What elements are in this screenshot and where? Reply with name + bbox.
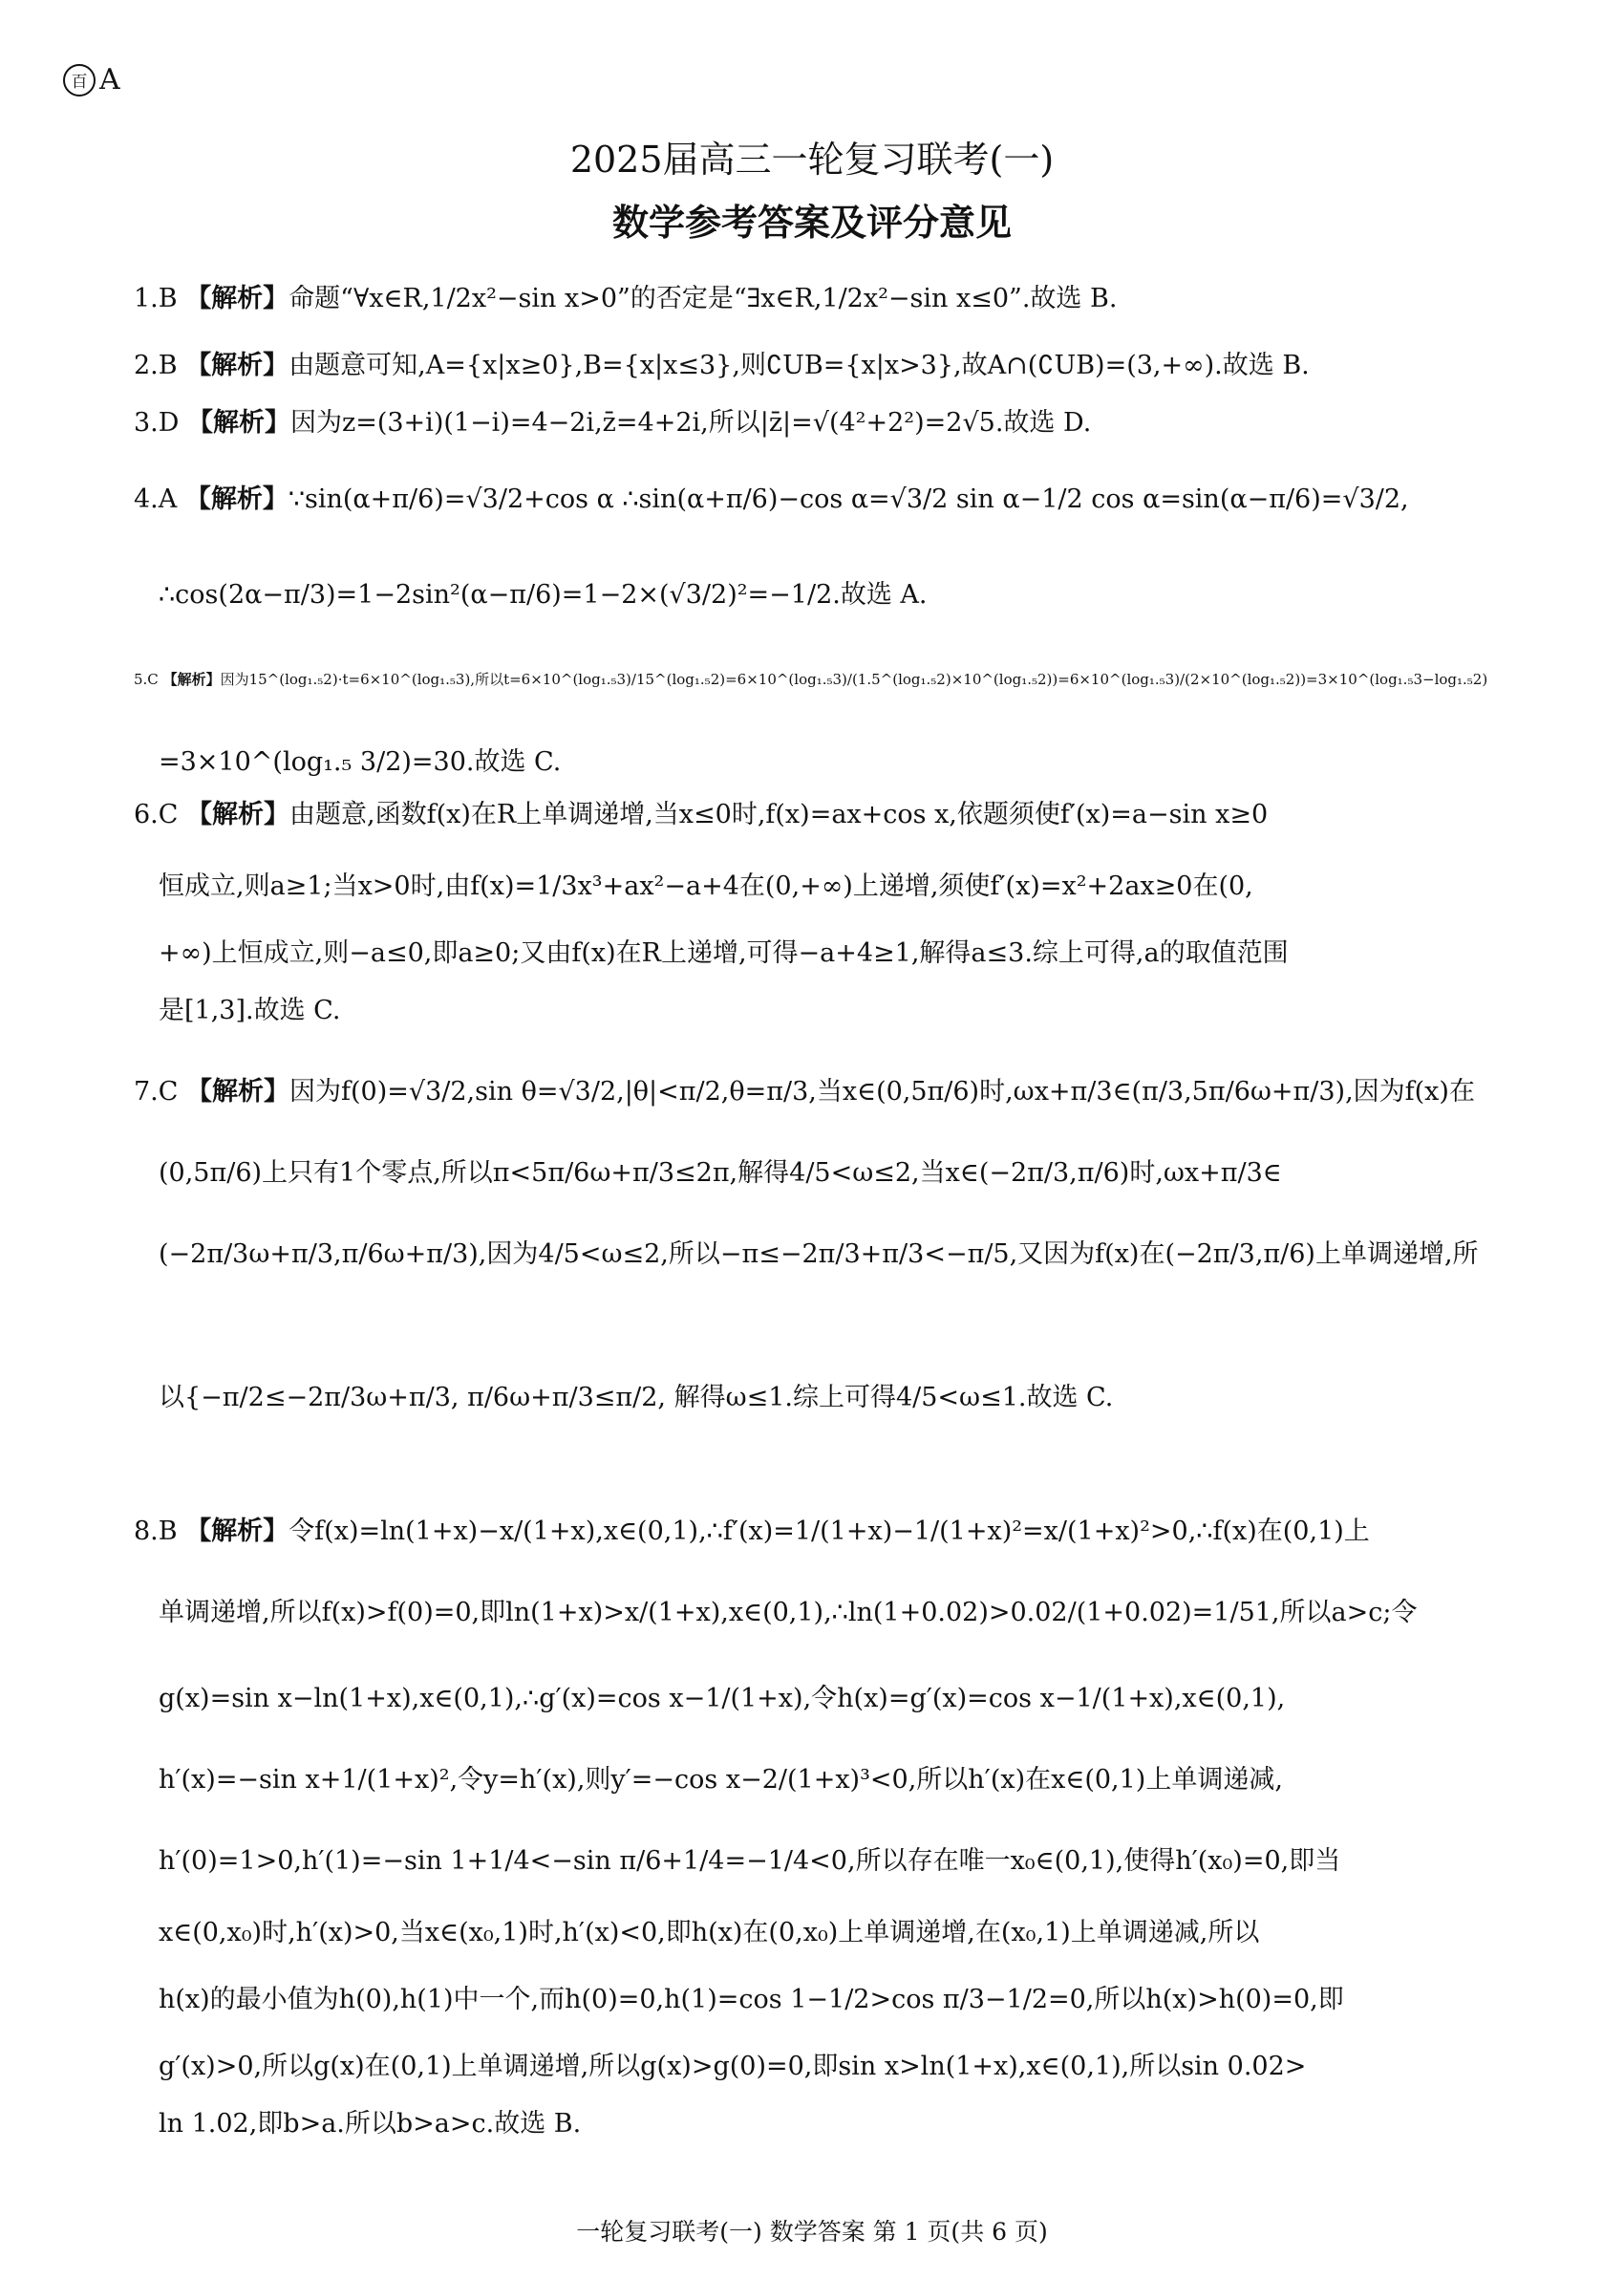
solution-line: [159, 1839, 1534, 1877]
solution-line: [159, 989, 1534, 1026]
analysis-tag: 【解析】: [162, 671, 221, 688]
solution-line: [134, 401, 1509, 439]
solution-text: 单调递增,所以f(x)>f(0)=0,即ln(1+x)>x/(1+x),x∈(0,1),∴ln(1+0.02)>0.02/(1+0.02)=1/51,所以a>c;令: [159, 1598, 1418, 1627]
solution-line: [134, 669, 1509, 689]
solution-text: x∈(0,x₀)时,h′(x)>0,当x∈(x₀,1)时,h′(x)<0,即h(x)在(0,x₀)上单调递增,在(x₀,1)上单调递减,所以: [159, 1918, 1260, 1947]
analysis-tag: 【解析】: [186, 1077, 290, 1107]
solution-line: [159, 932, 1534, 969]
question-number: 2.B: [134, 351, 186, 380]
solution-text: ln 1.02,即b>a.所以b>a>c.故选 B.: [159, 2109, 582, 2139]
solution-text: h(x)的最小值为h(0),h(1)中一个,而h(0)=0,h(1)=cos 1−1/2>cos π/3−1/2=0,所以h(x)>h(0)=0,即: [159, 1985, 1344, 2014]
solution-text: =3×10^(log₁.₅ 3/2)=30.故选 C.: [159, 747, 562, 777]
question-number: 8.B: [134, 1516, 186, 1546]
solution-line: [134, 277, 1509, 314]
solution-text: 令f(x)=ln(1+x)−x/(1+x),x∈(0,1),∴f′(x)=1/(1+x)−1/(1+x)²=x/(1+x)²>0,∴f(x)在(0,1)上: [288, 1516, 1370, 1546]
solution-text: 是[1,3].故选 C.: [159, 996, 341, 1025]
solution-line: [159, 1233, 1534, 1270]
solution-text: 因为f(0)=√3/2,sin θ=√3/2,|θ|<π/2,θ=π/3,当x∈(0,5π/6)时,ωx+π/3∈(π/3,5π/6ω+π/3),因为f(x)在: [289, 1077, 1475, 1107]
solution-line: [159, 1376, 1534, 1413]
question-number: 6.C: [134, 800, 187, 829]
page-subtitle: 数学参考答案及评分意见: [611, 202, 1012, 244]
solution-line: [134, 478, 1509, 515]
solution-text: g′(x)>0,所以g(x)在(0,1)上单调递增,所以g(x)>g(0)=0,即sin x>ln(1+x),x∈(0,1),所以sin 0.02>: [159, 2052, 1307, 2081]
analysis-tag: 【解析】: [185, 284, 289, 313]
solution-text: 因为15^(log₁.₅2)·t=6×10^(log₁.₅3),所以t=6×10^(log₁.₅3)/15^(log₁.₅2)=6×10^(log₁.₅3)/(1.5^(log₁.₅2)×10^(log₁.₅2))=6×10^(log₁.₅3)/(2×10^(log₁.₅2))=3×10^(log₁.₅3−log₁.₅2): [220, 671, 1488, 688]
solution-text: (0,5π/6)上只有1个零点,所以π<5π/6ω+π/3≤2π,解得4/5<ω≤2,当x∈(−2π/3,π/6)时,ωx+π/3∈: [159, 1158, 1282, 1188]
solution-line: [134, 793, 1509, 830]
solution-line: [134, 344, 1509, 381]
analysis-tag: 【解析】: [185, 351, 289, 380]
question-number: 7.C: [134, 1077, 187, 1107]
solution-line: [159, 741, 1534, 778]
solution-text: h′(0)=1>0,h′(1)=−sin 1+1/4<−sin π/6+1/4=−1/4<0,所以存在唯一x₀∈(0,1),使得h′(x₀)=0,即当: [159, 1846, 1341, 1876]
question-number: 1.B: [134, 284, 186, 313]
paper-version-mark: [63, 63, 120, 97]
solution-text: (−2π/3ω+π/3,π/6ω+π/3),因为4/5<ω≤2,所以−π≤−2π/3+π/3<−π/5,又因为f(x)在(−2π/3,π/6)上单调递增,所: [159, 1239, 1479, 1269]
question-number: 5.C: [134, 671, 163, 688]
solution-text: 命题“∀x∈R,1/2x²−sin x>0”的否定是“∃x∈R,1/2x²−sin x≤0”.故选 B.: [288, 284, 1118, 313]
page-title: 2025届高三一轮复习联考(一): [569, 139, 1055, 181]
solution-text: 由题意,函数f(x)在R上单调递增,当x≤0时,f(x)=ax+cos x,依题须使f′(x)=a−sin x≥0: [289, 800, 1269, 829]
analysis-tag: 【解析】: [184, 484, 288, 514]
solution-line: [159, 865, 1534, 902]
solution-line: [159, 573, 1534, 611]
seal-icon: 百: [63, 64, 96, 97]
solution-line: [159, 1978, 1534, 2015]
question-number: 3.D: [134, 408, 187, 438]
solution-text: +∞)上恒成立,则−a≤0,即a≥0;又由f(x)在R上递增,可得−a+4≥1,解得a≤3.综上可得,a的取值范围: [159, 938, 1289, 968]
solution-text: ∴cos(2α−π/3)=1−2sin²(α−π/6)=1−2×(√3/2)²=−1/2.故选 A.: [159, 580, 928, 610]
solution-text: 以{−π/2≤−2π/3ω+π/3, π/6ω+π/3≤π/2, 解得ω≤1.综上可得4/5<ω≤1.故选 C.: [159, 1383, 1114, 1412]
solution-line: [159, 2045, 1534, 2082]
solution-line: [159, 2102, 1534, 2140]
solution-line: [134, 1510, 1509, 1547]
solution-text: 因为z=(3+i)(1−i)=4−2i,z̄=4+2i,所以|z̄|=√(4²+2²)=2√5.故选 D.: [290, 408, 1092, 438]
question-number: 4.A: [134, 484, 185, 514]
solution-text: ∵sin(α+π/6)=√3/2+cos α ∴sin(α+π/6)−cos α=√3/2 sin α−1/2 cos α=sin(α−π/6)=√3/2,: [288, 484, 1409, 514]
solution-text: h′(x)=−sin x+1/(1+x)²,令y=h′(x),则y′=−cos x−2/(1+x)³<0,所以h′(x)在x∈(0,1)上单调递减,: [159, 1765, 1283, 1795]
solution-line: [159, 1591, 1534, 1628]
analysis-tag: 【解析】: [186, 800, 290, 829]
solution-text: 恒成立,则a≥1;当x>0时,由f(x)=1/3x³+ax²−a+4在(0,+∞)上递增,须使f′(x)=x²+2ax≥0在(0,: [159, 871, 1253, 901]
solution-text: g(x)=sin x−ln(1+x),x∈(0,1),∴g′(x)=cos x−1/(1+x),令h(x)=g′(x)=cos x−1/(1+x),x∈(0,1),: [159, 1684, 1286, 1713]
solution-line: [159, 1677, 1534, 1714]
solution-text: 由题意可知,A={x|x≥0},B={x|x≤3},则∁UB={x|x>3},故A∩(∁UB)=(3,+∞).故选 B.: [288, 351, 1310, 380]
analysis-tag: 【解析】: [185, 1516, 289, 1546]
solution-line: [159, 1151, 1534, 1189]
analysis-tag: 【解析】: [187, 408, 290, 438]
solution-line: [159, 1758, 1534, 1796]
solution-line: [159, 1911, 1534, 1948]
solution-line: [134, 1070, 1509, 1108]
page-footer: 一轮复习联考(一) 数学答案 第 1 页(共 6 页): [576, 2218, 1048, 2246]
version-letter: A: [99, 63, 120, 97]
